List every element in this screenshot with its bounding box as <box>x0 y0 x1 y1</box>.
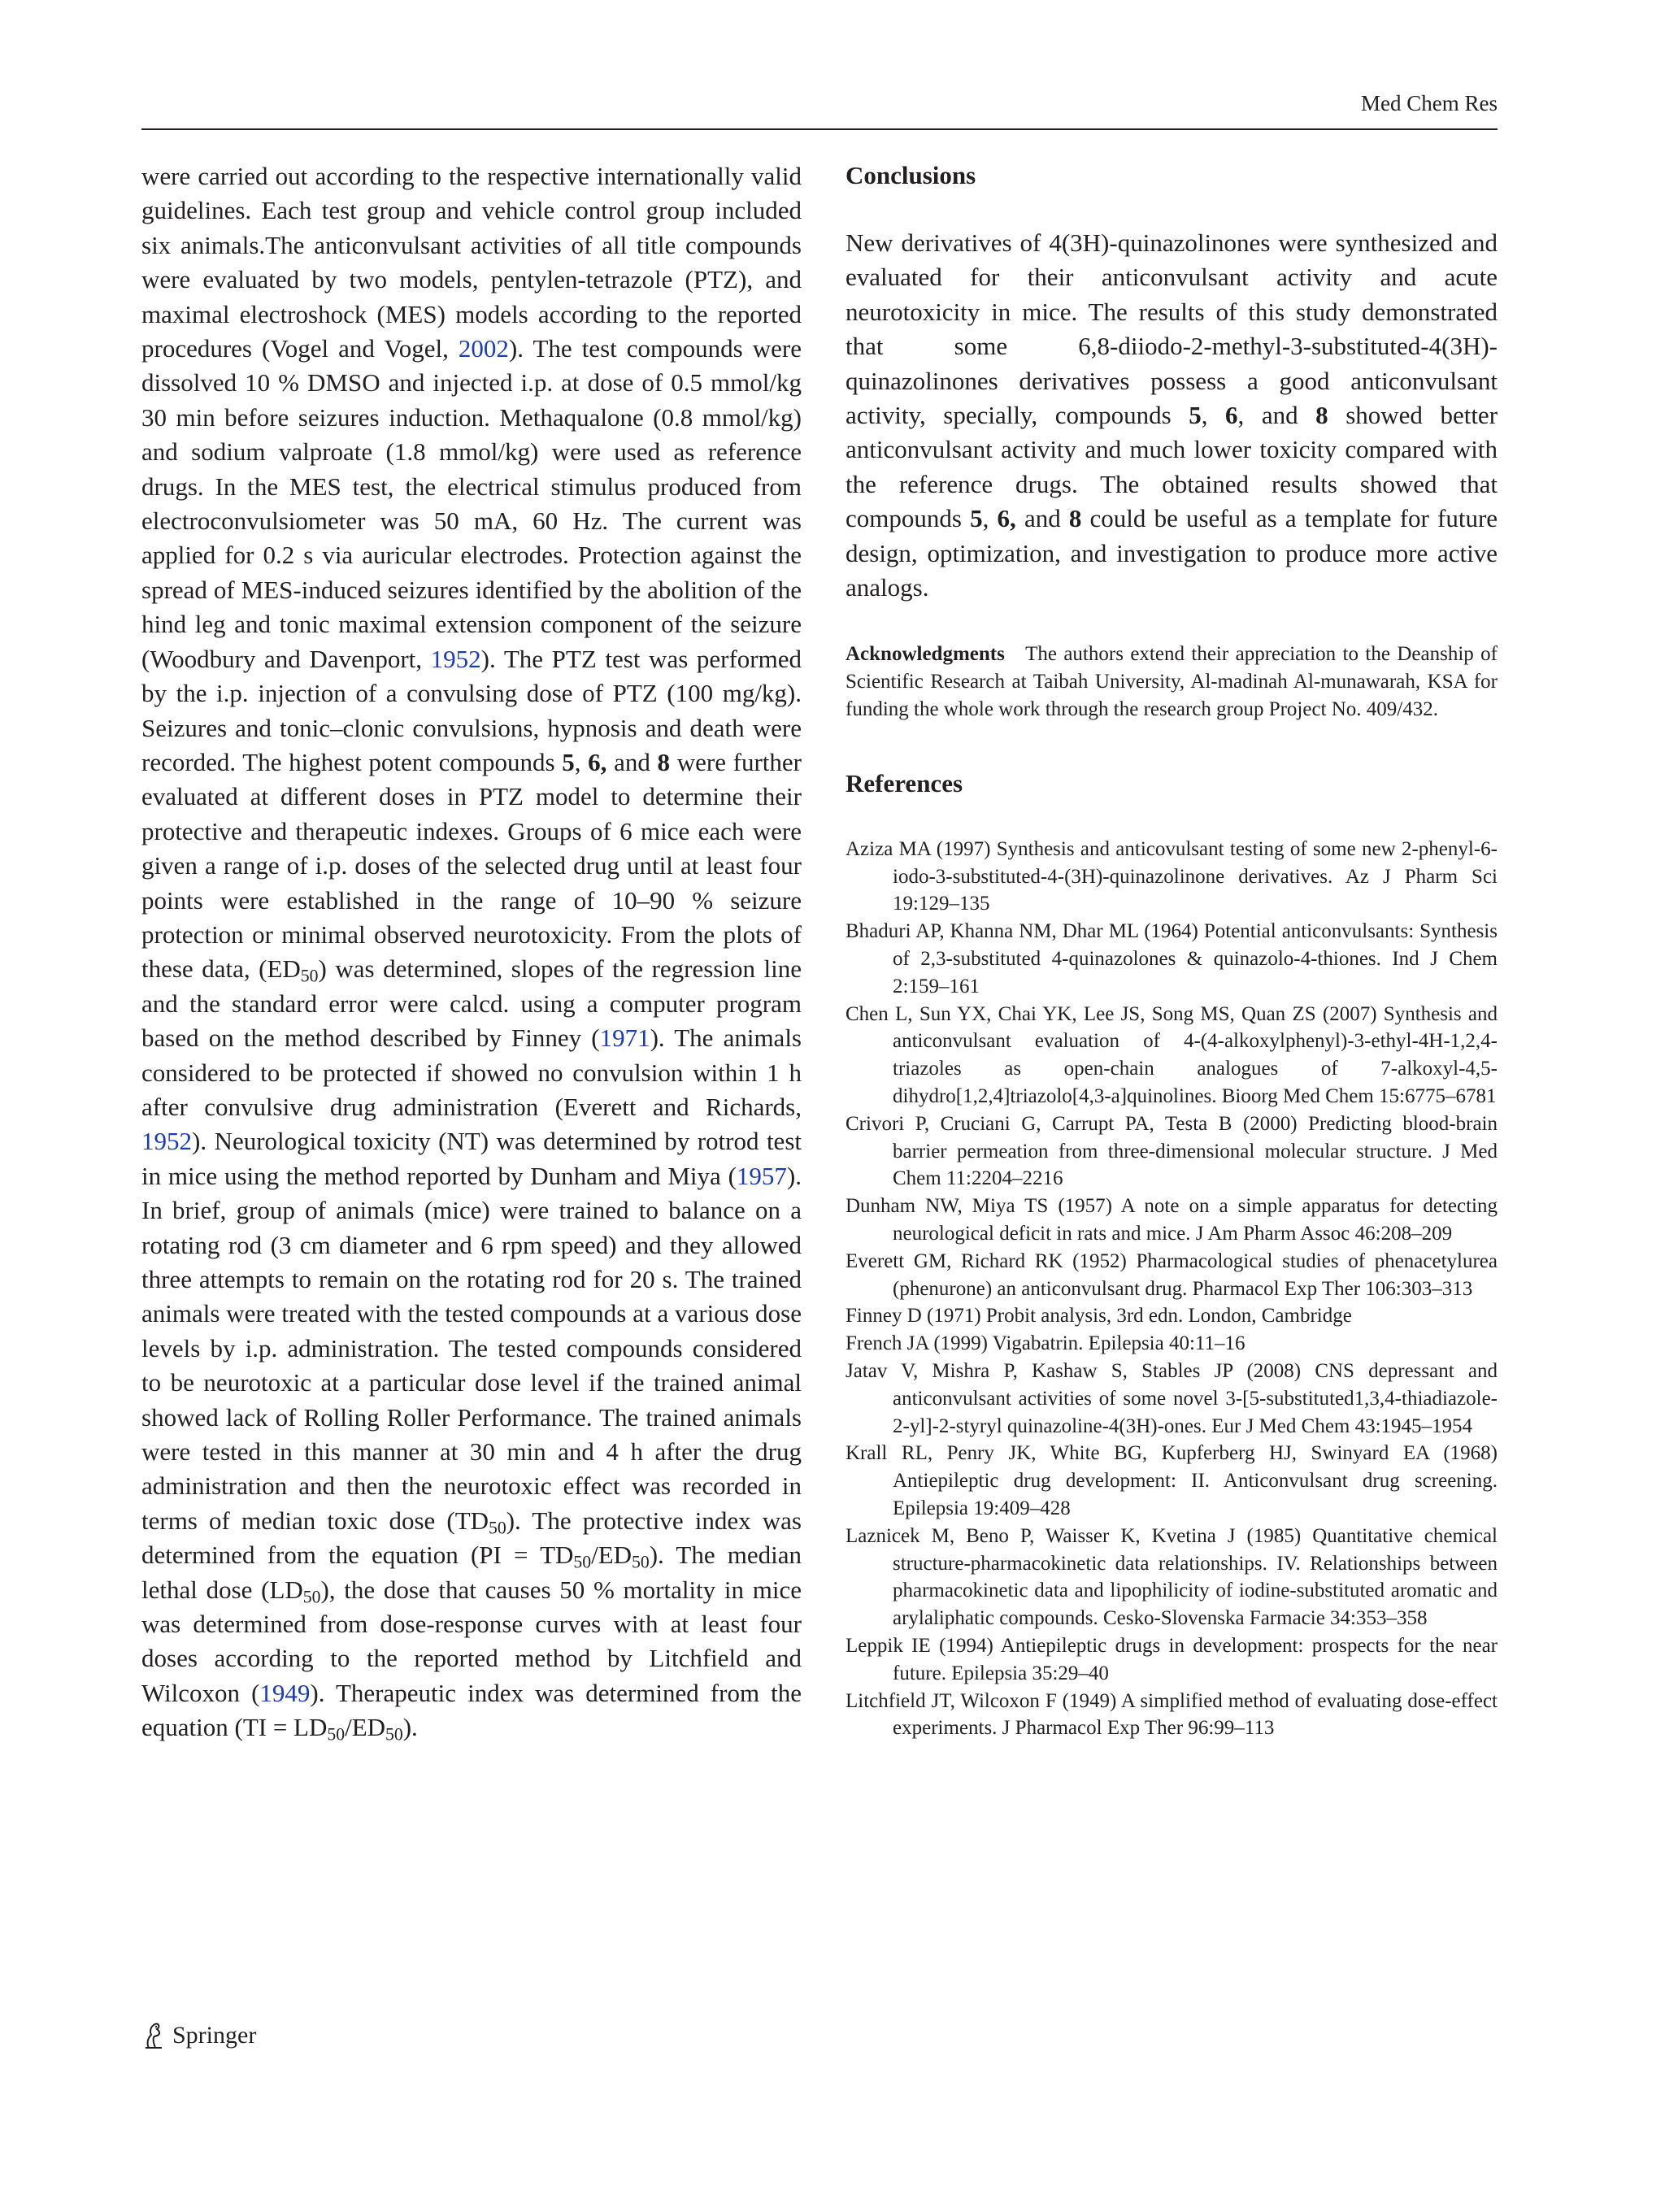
header-rule <box>141 128 1498 130</box>
acknowledgments-label: Acknowledgments <box>846 643 1005 666</box>
references-heading: References <box>846 768 963 797</box>
springer-horse-icon <box>141 2022 166 2049</box>
reference-item: Laznicek M, Beno P, Waisser K, Kvetina J (1985) Quantitative chemical structure-pharmacokinetic data relationships. IV. Relationships between pharmacokinetic data and lipophilicity of iodine-substituted aromatic and arylaliphatic compounds. Cesko-Slovenska Farmacie 34:353–358 <box>846 1524 1498 1630</box>
compound-number: 8 <box>1068 504 1082 533</box>
subscript: 50 <box>573 1552 592 1572</box>
compound-number: 5 <box>970 504 983 533</box>
compound-number: 8 <box>657 747 671 776</box>
compound-number: 6, <box>588 747 607 776</box>
page-footer <box>141 2019 256 2052</box>
citation-link[interactable]: 1949 <box>259 1678 311 1707</box>
conclusions-section <box>846 159 1498 605</box>
right-column <box>846 159 1498 1742</box>
reference-item: Jatav V, Mishra P, Kashaw S, Stables JP (2008) CNS depressant and anticonvulsant activities of some novel 3-[5-substituted1,3,4-thiadiazole-2-yl]-2-styryl quinazoline-4(3H)-ones. Eur J Med Chem 43:1945–1954 <box>846 1360 1498 1437</box>
reference-item: Aziza MA (1997) Synthesis and anticovulsant testing of some new 2-phenyl-6-iodo-3-substituted-4-(3H)-quinazolinone derivatives. Az J Pharm Sci 19:129–135 <box>846 837 1498 915</box>
subscript: 50 <box>327 1724 346 1745</box>
compound-number: 5 <box>562 747 575 776</box>
left-column <box>141 159 802 1745</box>
reference-item: Leppik IE (1994) Antiepileptic drugs in development: prospects for the near future. Epilepsia 35:29–40 <box>846 1634 1498 1684</box>
references-section <box>846 767 1498 1742</box>
citation-link[interactable]: 1971 <box>599 1023 650 1053</box>
reference-item: Dunham NW, Miya TS (1957) A note on a simple apparatus for detecting neurological deficit in rats and mice. J Am Pharm Assoc 46:208–209 <box>846 1195 1498 1245</box>
reference-item: Crivori P, Cruciani G, Carrupt PA, Testa B (2000) Predicting blood-brain barrier permeation from three-dimensional molecular structure. J Med Chem 11:2204–2216 <box>846 1112 1498 1190</box>
subscript: 50 <box>489 1518 506 1538</box>
reference-item: Krall RL, Penry JK, White BG, Kupferberg HJ, Swinyard EA (1968) Antiepileptic drug development: II. Anticonvulsant drug screening. Epilepsia 19:409–428 <box>846 1442 1498 1519</box>
conclusions-heading: Conclusions <box>846 161 976 189</box>
compound-number: 5 <box>1189 401 1202 430</box>
reference-item: Finney D (1971) Probit analysis, 3rd edn. London, Cambridge <box>846 1305 1352 1328</box>
subscript: 50 <box>302 1587 321 1607</box>
conclusions-paragraph: New derivatives of 4(3H)-quinazolinones were synthesized and evaluated for their anticonvulsant activity and acute neurotoxicity in mice. The results of this study demonstrated that some 6,8-diiodo-2-methyl-3-substituted-4(3H)-quinazolinones derivatives possess a good anticonvulsant activity, specially, compounds 5, 6, and 8 showed better anticonvulsant activity and much lower toxicity compared with the reference drugs. The obtained results showed that compounds 5, 6, and 8 could be useful as a template for future design, optimization, and investigation to produce more active analogs. <box>846 228 1498 602</box>
citation-link[interactable]: 2002 <box>458 334 509 363</box>
acknowledgments-paragraph <box>846 641 1498 723</box>
citation-link[interactable]: 1957 <box>736 1161 787 1190</box>
reference-item: French JA (1999) Vigabatrin. Epilepsia 40:11–16 <box>846 1332 1245 1355</box>
citation-link[interactable]: 1952 <box>141 1127 192 1156</box>
compound-number: 6, <box>997 504 1016 533</box>
citation-link[interactable]: 1952 <box>430 644 481 673</box>
running-head: Med Chem Res <box>1361 91 1498 115</box>
reference-item: Litchfield JT, Wilcoxon F (1949) A simplified method of evaluating dose-effect experiments. J Pharmacol Exp Ther 96:99–113 <box>846 1689 1498 1740</box>
acknowledgments-text: The authors extend their appreciation to the Deanship of Scientific Research at Taibah University, Al-madinah Al-munawarah, KSA for funding the whole work through the research group Project No. 409/432. <box>846 643 1498 721</box>
subscript: 50 <box>385 1724 403 1745</box>
reference-list <box>846 836 1498 1742</box>
subscript: 50 <box>300 966 319 986</box>
publisher-name: Springer <box>172 2022 257 2049</box>
subscript: 50 <box>632 1552 650 1572</box>
compound-number: 8 <box>1315 401 1328 430</box>
reference-item: Bhaduri AP, Khanna NM, Dhar ML (1964) Potential anticonvulsants: Synthesis of 2,3-substituted 4-quinazolones & quinazolo-4-thiones. Ind J Chem 2:159–161 <box>846 920 1498 997</box>
compound-number: 6 <box>1225 401 1238 430</box>
reference-item: Chen L, Sun YX, Chai YK, Lee JS, Song MS, Quan ZS (2007) Synthesis and anticonvulsant evaluation of 4-(4-alkoxylphenyl)-3-ethyl-4H-1,2,4-triazoles as open-chain analogues of 7-alkoxyl-4,5-dihydro[1,2,4]triazolo[4,3-a]quinolines. Bioorg Med Chem 15:6775–6781 <box>846 1002 1498 1108</box>
reference-item: Everett GM, Richard RK (1952) Pharmacological studies of phenacetylurea (phenurone) an anticonvulsant drug. Pharmacol Exp Ther 106:303–313 <box>846 1249 1498 1300</box>
methods-paragraph: were carried out according to the respective internationally valid guidelines. Each test group and vehicle control group included six animals.The anticonvulsant activities of all title compounds were evaluated by two models, pentylen-tetrazole (PTZ), and maximal electroshock (MES) models according to the reported procedures (Vogel and Vogel, 2002). The test compounds were dissolved 10 % DMSO and injected i.p. at dose of 0.5 mmol/kg 30 min before seizures induction. Methaqualone (0.8 mmol/kg) and sodium valproate (1.8 mmol/kg) were used as reference drugs. In the MES test, the electrical stimulus produced from electroconvulsiometer was 50 mA, 60 Hz. The current was applied for 0.2 s via auricular electrodes. Protection against the spread of MES-induced seizures identified by the abolition of the hind leg and tonic maximal extension component of the seizure (Woodbury and Davenport, 1952). The PTZ test was performed by the i.p. injection of a convulsing dose of PTZ (100 mg/kg). Seizures and tonic–clonic convulsions, hypnosis and death were recorded. The highest potent compounds 5, 6, and 8 were further evaluated at different doses in PTZ model to determine their protective and therapeutic indexes. Groups of 6 mice each were given a range of i.p. doses of the selected drug until at least four points were established in the range of 10–90 % seizure protection or minimal observed neurotoxicity. From the plots of these data, $(ED_{50})$ was determined, slopes of the regression line and the standard error were calcd. using a computer program based on the method described by Finney (1971). The animals considered to be protected if showed no convulsion within 1 h after convulsive drug administration (Everett and Richards, 1952). Neurological toxicity (NT) was determined by rotrod test in mice using the method reported by Dunham and Miya (1957). In brief, group of animals (mice) were trained to balance on a rotating rod (3 cm diameter and 6 rpm speed) and they allowed three attempts to remain on the rotating rod for 20 s. The trained animals were treated with the tested compounds at a various dose levels by i.p. administration. The tested compounds considered to be neurotoxic at a particular dose level if the trained animal showed lack of Rolling Roller Performance. The trained animals were tested in this manner at 30 min and 4 h after the drug administration and then the neurotoxic effect was recorded in terms of median toxic dose $(TD_{50})$. The protective index was determined from the equation $(PI = TD_{50}/ED_{50})$. The median lethal dose $(LD_{50})$, the dose that causes 50 % mortality in mice was determined from dose-response curves with at least four doses according to the reported method by Litchfield and Wilcoxon (1949). Therapeutic index was determined from the equation $(TI = LD_{50}/ED_{50})$. <box>141 162 802 1745</box>
